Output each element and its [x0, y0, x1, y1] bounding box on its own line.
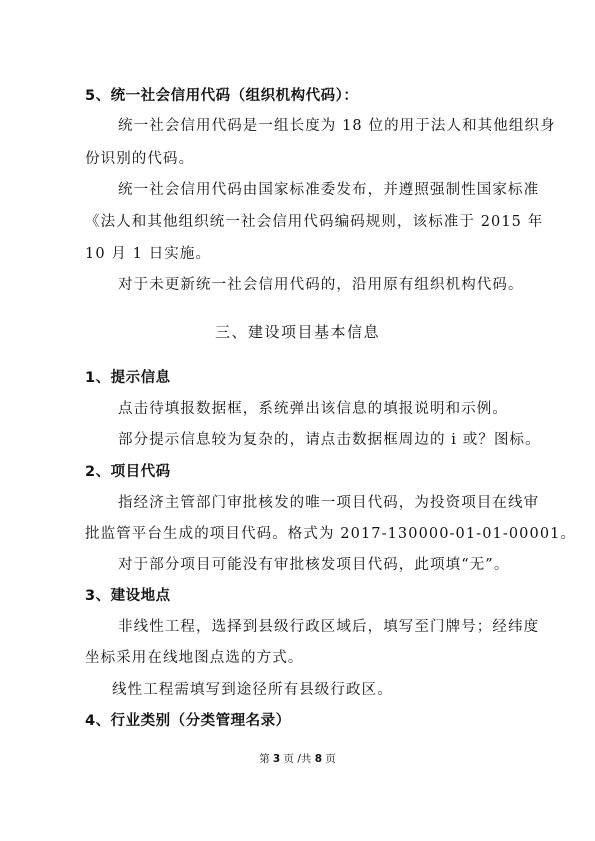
heading-3-paragraph-1-line-2: 坐标采用在线地图点选的方式。: [85, 650, 304, 666]
page-footer: [0, 752, 595, 766]
current-page-number: 3: [272, 753, 281, 765]
footer-suffix: 页: [322, 753, 336, 765]
heading-4: 4、行业类别（分类管理名录）: [85, 713, 291, 729]
total-page-count: 8: [314, 753, 323, 765]
part-3-title: 三、建设项目基本信息: [214, 323, 380, 341]
footer-prefix: 第: [259, 753, 273, 765]
section-5-paragraph-3: 对于未更新统一社会信用代码的，沿用原有组织机构代码。: [118, 277, 524, 293]
footer-middle: 页 /共: [280, 753, 315, 765]
section-5-paragraph-1-line-2: 份识别的代码。: [85, 151, 195, 167]
section-5-paragraph-2-line-1: 统一社会信用代码由国家标准委发布，并遵照强制性国家标准: [118, 182, 540, 198]
heading-2-paragraph-1-line-1: 指经济主管部门审批核发的唯一项目代码，为投资项目在线审: [118, 495, 540, 511]
heading-2-paragraph-2: 对于部分项目可能没有审批核发项目代码，此项填“无”。: [118, 557, 510, 573]
section-5-paragraph-1-line-1: 统一社会信用代码是一组长度为 18 位的用于法人和其他组织身: [118, 118, 556, 134]
section-5-heading: 5、统一社会信用代码（组织机构代码）：: [85, 88, 359, 104]
heading-2: 2、项目代码: [85, 464, 171, 480]
section-5-paragraph-2-line-2: 《法人和其他组织统一社会信用代码编码规则，该标准于 2015 年: [85, 214, 544, 230]
heading-1-paragraph-2: 部分提示信息较为复杂的，请点击数据框周边的 i 或？图标。: [118, 432, 541, 448]
heading-3-paragraph-1-line-1: 非线性工程，选择到县级行政区域后，填写至门牌号；经纬度: [118, 619, 540, 635]
heading-3-paragraph-2: 线性工程需填写到途径所有县级行政区。: [112, 682, 393, 698]
heading-2-paragraph-1-line-2: 批监管平台生成的项目代码。格式为 2017-130000-01-01-00001。: [85, 526, 577, 542]
heading-1: 1、提示信息: [85, 370, 171, 386]
section-5-paragraph-2-line-3: 10 月 1 日实施。: [85, 246, 212, 262]
heading-3: 3、建设地点: [85, 588, 171, 604]
heading-1-paragraph-1: 点击待填报数据框，系统弹出该信息的填报说明和示例。: [118, 401, 508, 417]
